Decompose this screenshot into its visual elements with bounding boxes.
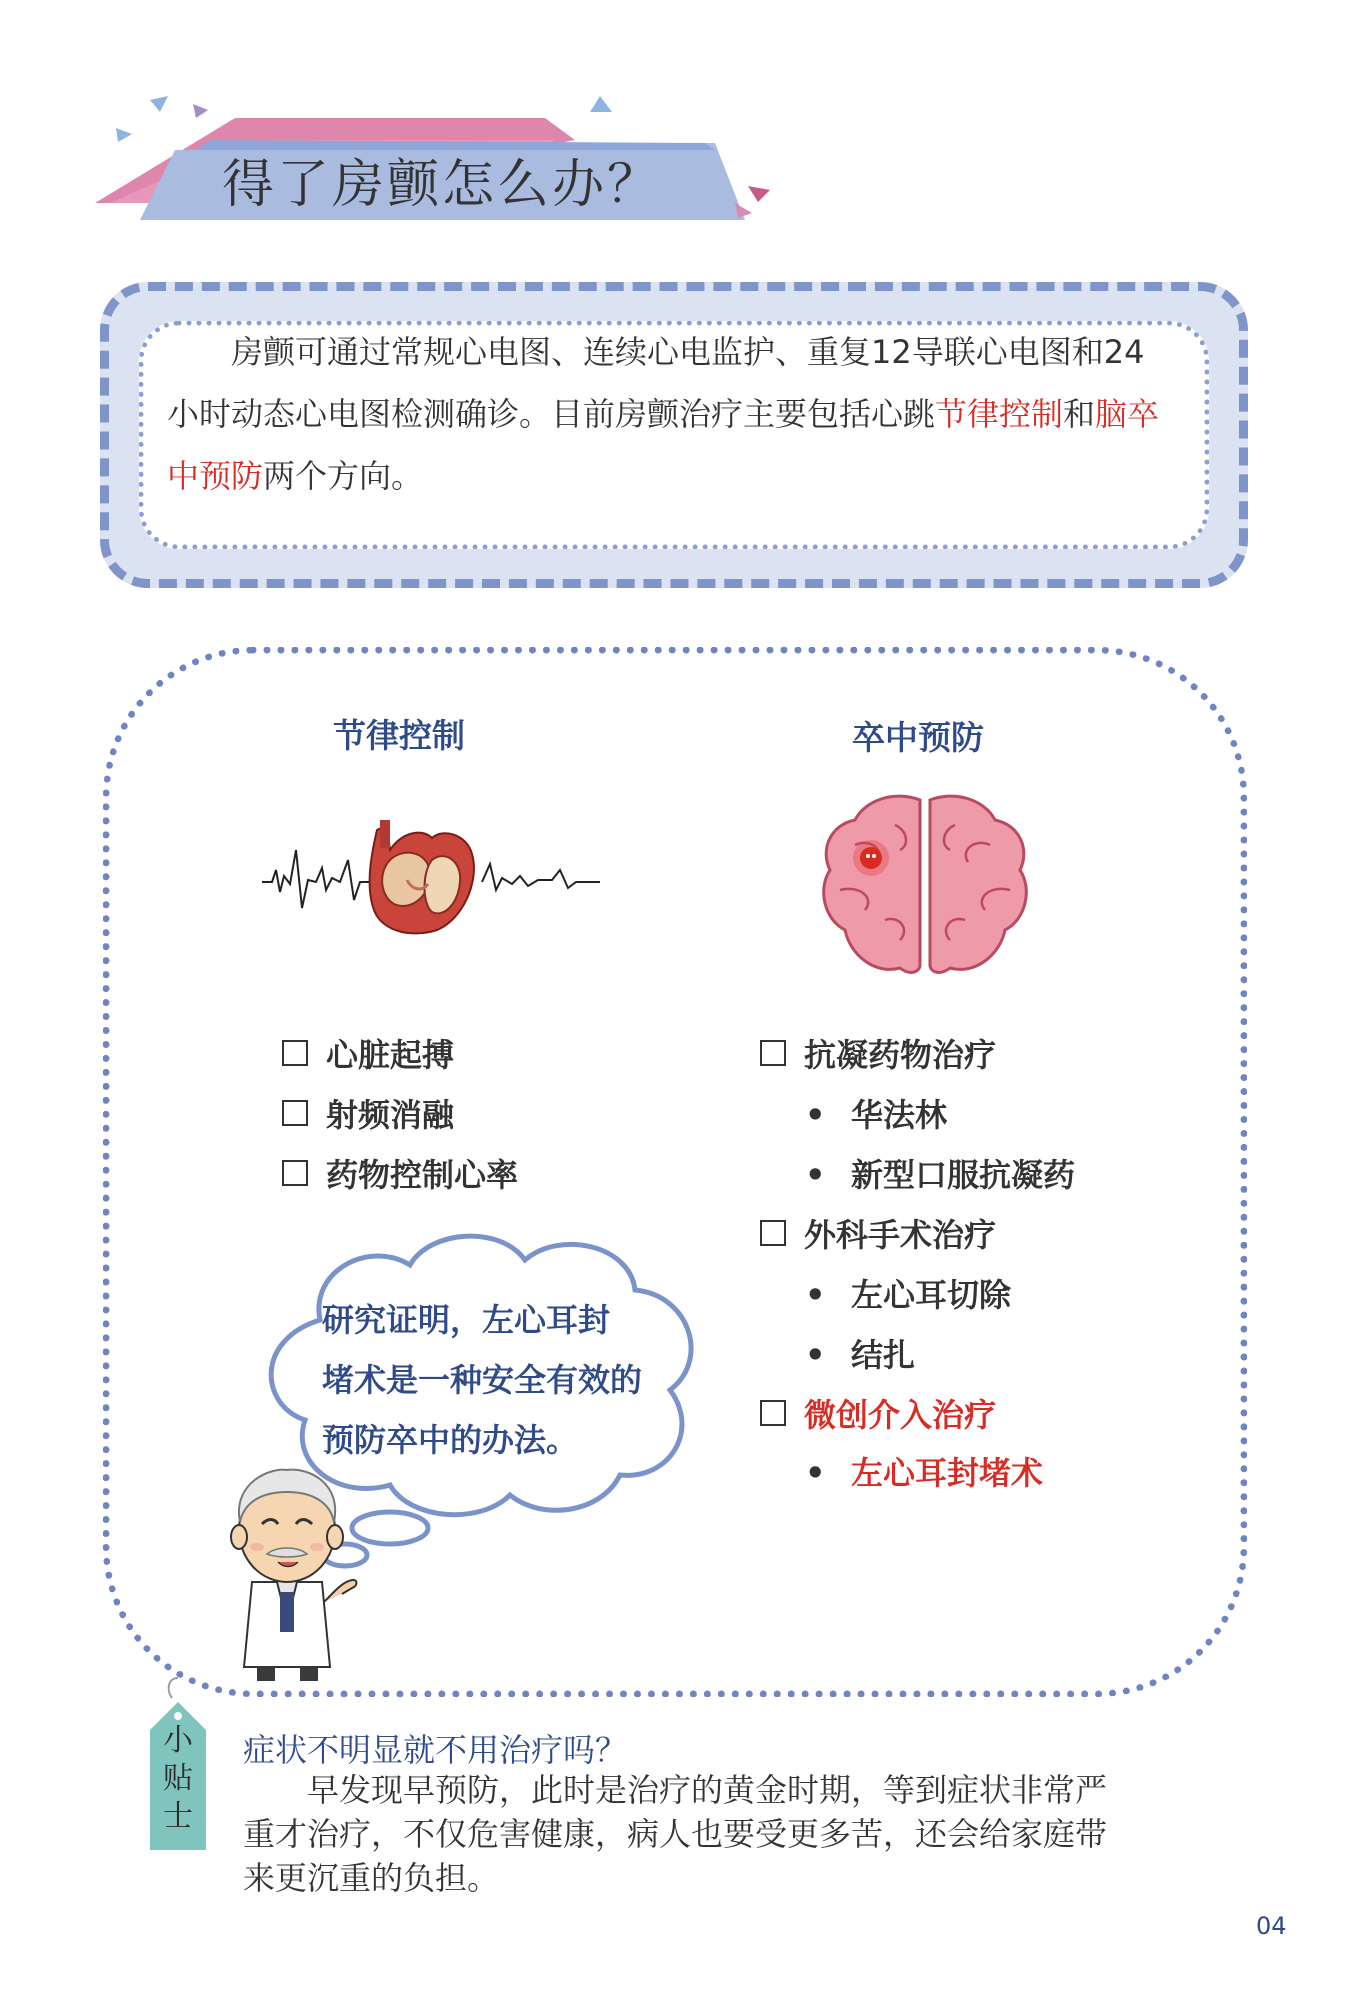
tip-answer: 早发现早预防，此时是治疗的黄金时期，等到症状非常严重才治疗，不仅危害健康，病人也要受更多苦，还会给家庭带来更沉重的负担。 <box>243 1771 1108 1897</box>
stroke-item-surgery: 外科手术治疗 <box>760 1210 996 1256</box>
intro-highlight-stroke: 脑卒中预防 <box>167 395 1160 495</box>
rhythm-control-heading: 节律控制 <box>333 716 465 755</box>
stroke-sub-ligation: • 结扎 <box>805 1336 916 1374</box>
intro-box <box>100 282 1248 588</box>
stroke-sub-warfarin: • 华法林 <box>805 1096 948 1134</box>
checkbox-icon <box>282 1100 308 1126</box>
bubble-line-2: 堵术是一种安全有效的 <box>322 1361 643 1399</box>
rhythm-item-rate-drugs: 药物控制心率 <box>282 1150 518 1196</box>
rhythm-item-pacing: 心脏起搏 <box>282 1030 454 1076</box>
bubble-line-3: 预防卒中的办法。 <box>322 1421 579 1459</box>
page-number: 04 <box>1256 1912 1287 1940</box>
tip-question: 症状不明显就不用治疗吗？ <box>243 1731 628 1769</box>
doctor-icon <box>212 1462 362 1687</box>
stroke-sub-laa-excision: • 左心耳切除 <box>805 1276 1012 1314</box>
intro-text-part3: 两个方向。 <box>263 457 424 495</box>
stroke-sub-noac: • 新型口服抗凝药 <box>805 1156 1076 1194</box>
stroke-item-minimally-invasive: 微创介入治疗 <box>760 1390 996 1436</box>
intro-paragraph <box>167 321 1167 507</box>
checkbox-icon <box>282 1160 308 1186</box>
intro-highlight-rhythm: 节律控制 <box>935 395 1064 433</box>
tip-tag-label: 小 贴 士 <box>163 1723 193 1834</box>
brain-icon <box>815 790 1035 985</box>
stroke-item-anticoagulation: 抗凝药物治疗 <box>760 1030 996 1076</box>
checkbox-icon <box>282 1040 308 1066</box>
intro-text-part1: 房颤可通过常规心电图、连续心电监护、重复12导联心电图和24小时动态心电图检测确诊。目前房颤治疗主要包括心跳 <box>167 333 1145 433</box>
stroke-sub-laa-occlusion: • 左心耳封堵术 <box>805 1454 1044 1492</box>
bubble-line-1: 研究证明，左心耳封 <box>322 1301 611 1339</box>
bubble-text <box>322 1290 722 1470</box>
ecg-heart-icon <box>262 820 602 940</box>
checkbox-icon <box>760 1220 786 1246</box>
checkbox-icon <box>760 1400 786 1426</box>
stroke-prevention-heading: 卒中预防 <box>852 718 984 757</box>
checkbox-icon <box>760 1040 786 1066</box>
intro-text-part2: 和 <box>1063 395 1096 433</box>
rhythm-item-ablation: 射频消融 <box>282 1090 454 1136</box>
page-title: 得了房颤怎么办？ <box>222 155 663 215</box>
